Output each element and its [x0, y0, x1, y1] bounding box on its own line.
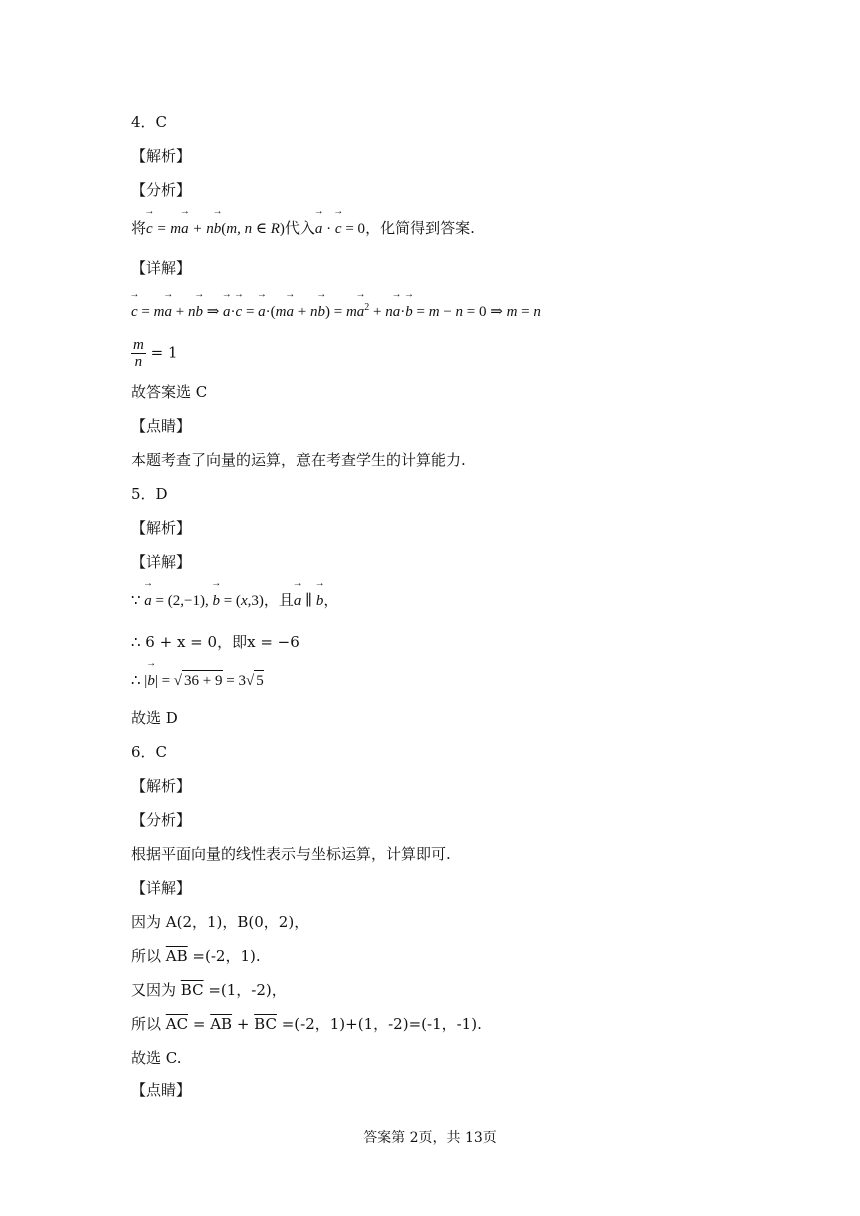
- section-dianjing: 【点睛】: [131, 417, 192, 435]
- given-vectors: [131, 590, 338, 611]
- question-5-answer: 5．D: [131, 485, 168, 503]
- formula: ∴ 6 + x = 0: [131, 633, 218, 651]
- formula: ∵ → a = (2,−1), → b = (x,3): [131, 593, 264, 609]
- section-fenxi: 【分析】: [131, 811, 192, 829]
- formula: → a · → c = 0: [315, 221, 365, 237]
- section-jiexi: 【解析】: [131, 147, 192, 165]
- answer-conclusion-5: 故选 D: [131, 709, 178, 727]
- section-jiexi: 【解析】: [131, 519, 192, 537]
- text-fragment: 代入: [284, 219, 315, 237]
- parallel-condition: [131, 632, 300, 652]
- question-6-answer: 6．C: [131, 743, 168, 761]
- points-given: 因为 A(2，1)，B(0，2)，: [131, 913, 310, 931]
- text-fragment: ，即: [217, 633, 248, 651]
- text-fragment: ，化简得到答案.: [365, 219, 475, 237]
- comment-text-4: 本题考查了向量的运算，意在考查学生的计算能力.: [131, 451, 466, 469]
- question-4-answer: 4．C: [131, 113, 168, 131]
- formula: → a ∥ → b: [294, 593, 323, 609]
- text-fragment: ，: [323, 591, 339, 609]
- fraction-m-over-n: [131, 337, 178, 370]
- section-fenxi: 【分析】: [131, 181, 192, 199]
- page-footer: 答案第 2页，共 13页: [363, 1130, 497, 1146]
- text-fragment: 将: [131, 219, 147, 237]
- analysis-text-6: 根据平面向量的线性表示与坐标运算，计算即可.: [131, 845, 451, 863]
- analysis-text-4: [131, 218, 475, 239]
- fraction-denominator: n: [134, 354, 143, 370]
- fraction-rest: = 1: [150, 343, 178, 362]
- vector-ac: 所以 $\overline{AC} = \overline{AB} + \overline{BC} =(-2$，1)+(1，-2)=(-1，-1).: [131, 1015, 482, 1033]
- text-fragment: ，且: [263, 591, 294, 609]
- magnitude-formula: ∴ |→ b| = √ 36 + 9 = 3√ 5: [131, 670, 264, 691]
- answer-conclusion-4: 故答案选 C: [131, 383, 208, 401]
- fraction-numerator: m: [133, 337, 144, 353]
- formula: → c = m→ a + n→ b(m, n ∈ R): [146, 221, 285, 237]
- formula-derivation: → c = m→ a + n→ b ⇒ → a·→ c = → $a\cdot(m\to a + n\to b) = m\to a^2 + n\to a\cdot\to b = m - n = 0$ ⇒ m = n: [131, 298, 541, 322]
- section-xiangjie: 【详解】: [131, 879, 192, 897]
- section-dianjing: 【点睛】: [131, 1081, 192, 1099]
- answer-conclusion-6: 故选 C.: [131, 1049, 182, 1067]
- section-jiexi: 【解析】: [131, 777, 192, 795]
- section-xiangjie: 【详解】: [131, 553, 192, 571]
- vector-ab: 所以 $\overline{AB} =(-2$，1).: [131, 947, 261, 965]
- section-xiangjie: 【详解】: [131, 259, 192, 277]
- vector-bc: 又因为 $\overline{BC} =(1$，-2)，: [131, 981, 287, 999]
- formula: x = −6: [247, 633, 300, 651]
